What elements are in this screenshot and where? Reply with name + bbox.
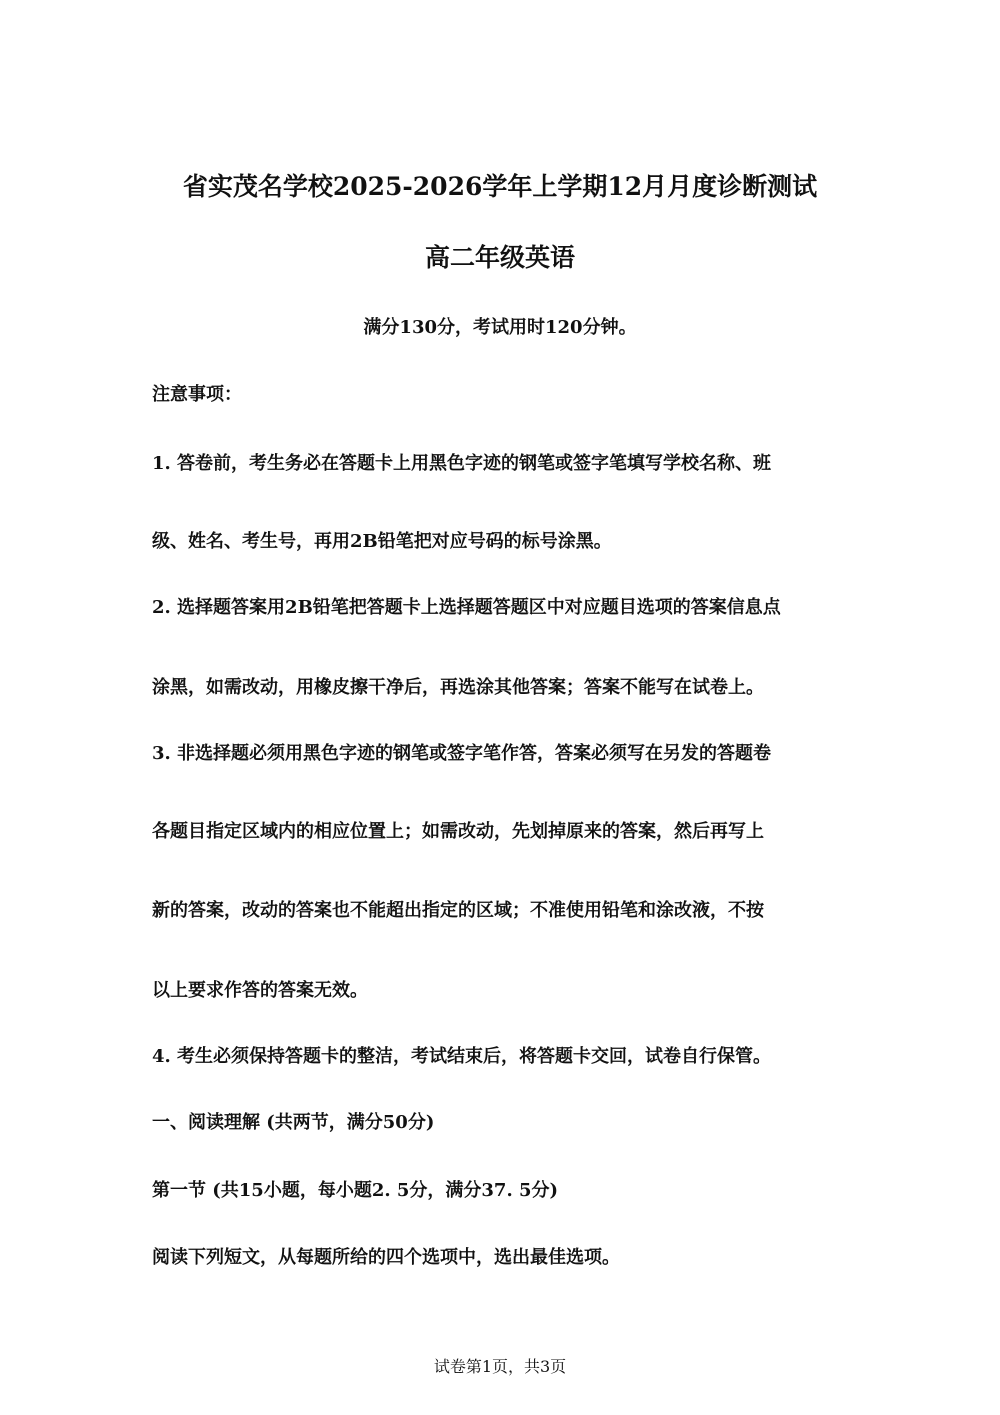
notice-line: 新的答案，改动的答案也不能超出指定的区域；不准使用铅笔和涂改液，不按 — [152, 900, 764, 921]
score-info: 满分130分，考试用时120分钟。 — [363, 317, 637, 338]
part-title: 一、阅读理解 (共两节，满分50分) — [152, 1112, 435, 1133]
notice-line: 涂黑，如需改动，用橡皮擦干净后，再选涂其他答案；答案不能写在试卷上。 — [152, 677, 764, 698]
notice-line: 4. 考生必须保持答题卡的整洁，考试结束后，将答题卡交回，试卷自行保管。 — [152, 1046, 772, 1067]
notice-line: 各题目指定区域内的相应位置上；如需改动，先划掉原来的答案，然后再写上 — [152, 821, 764, 842]
exam-subtitle: 高二年级英语 — [424, 243, 575, 272]
notice-line: 2. 选择题答案用2B铅笔把答题卡上选择题答题区中对应题目选项的答案信息点 — [152, 597, 781, 618]
section-instruction: 阅读下列短文，从每题所给的四个选项中，选出最佳选项。 — [152, 1247, 620, 1268]
notice-line: 3. 非选择题必须用黑色字迹的钢笔或签字笔作答，答案必须写在另发的答题卷 — [152, 743, 772, 764]
exam-title: 省实茂名学校2025-2026学年上学期12月月度诊断测试 — [182, 172, 818, 201]
page-number-footer: 试卷第1页，共3页 — [433, 1357, 567, 1376]
notice-line: 以上要求作答的答案无效。 — [152, 980, 368, 1001]
notice-line: 级、姓名、考生号，再用2B铅笔把对应号码的标号涂黑。 — [152, 531, 612, 552]
notice-heading: 注意事项： — [152, 384, 242, 405]
notice-line: 1. 答卷前，考生务必在答题卡上用黑色字迹的钢笔或签字笔填写学校名称、班 — [152, 453, 772, 474]
subsection-title: 第一节 (共15小题，每小题2. 5分，满分37. 5分) — [152, 1180, 559, 1201]
